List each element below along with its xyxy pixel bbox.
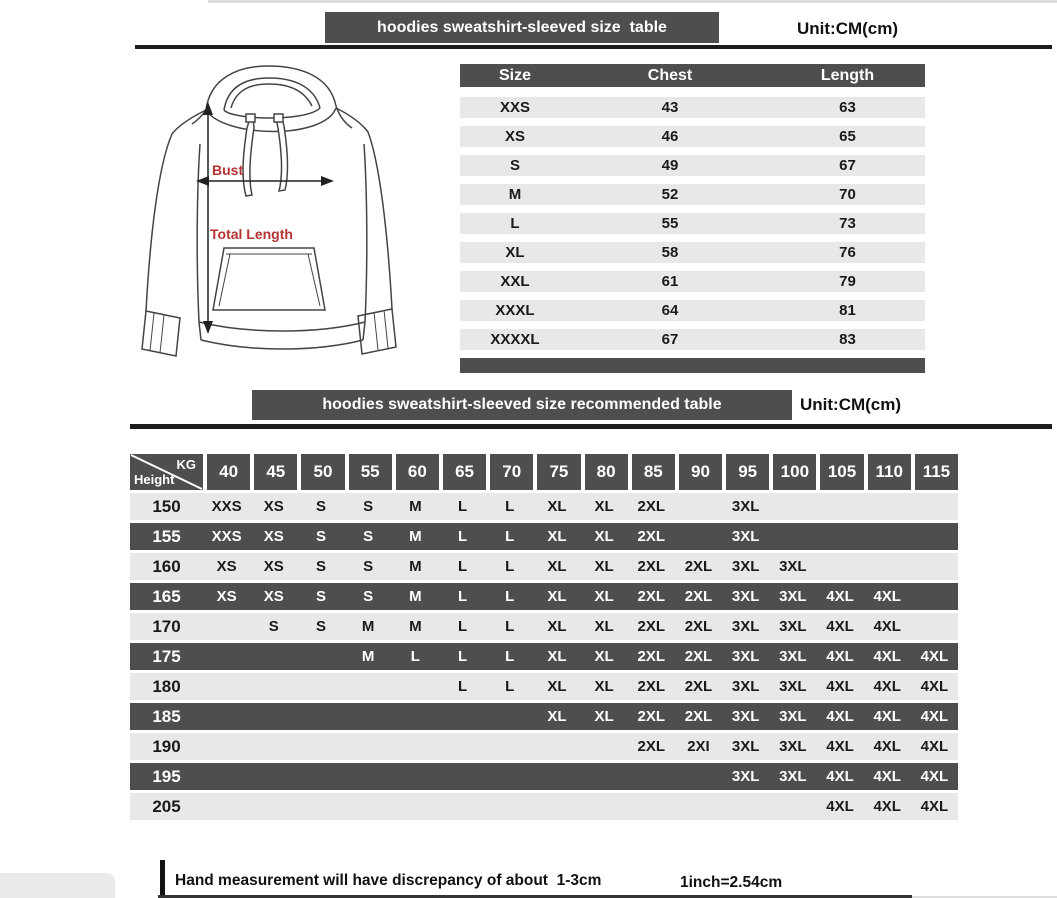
size-cell <box>297 733 344 760</box>
size-cell <box>533 763 580 790</box>
height-label-cell: 195 <box>152 767 181 786</box>
size-cell: S <box>315 618 326 635</box>
size-cell: 4XL <box>873 768 901 785</box>
weight-header-cell: 95 <box>722 454 769 490</box>
size-cell <box>486 733 533 760</box>
size-table-cell: XS <box>504 128 525 145</box>
size-cell <box>250 763 297 790</box>
size-table-cell: S <box>509 157 520 174</box>
size-cell: 3XL <box>779 678 807 695</box>
size-table-title-text: hoodies sweatshirt-sleeved size table <box>377 18 667 36</box>
size-cell <box>345 703 392 730</box>
size-table-cell: 64 <box>661 302 679 319</box>
section-divider <box>135 45 1052 49</box>
recommended-size-matrix <box>130 454 958 820</box>
weight-header-cell: 70 <box>486 454 533 490</box>
size-cell: S <box>268 618 279 635</box>
size-cell: XS <box>263 588 284 605</box>
size-cell: 4XL <box>826 708 854 725</box>
size-table-header <box>460 64 925 87</box>
size-cell: 2XL <box>684 558 713 575</box>
size-cell <box>203 733 250 760</box>
size-cell <box>911 523 958 550</box>
size-cell <box>581 793 628 820</box>
size-table-cell: 58 <box>661 244 679 261</box>
size-cell: 4XL <box>873 738 901 755</box>
size-cell: 3XL <box>779 588 807 605</box>
size-cell <box>439 703 486 730</box>
size-table-cell: 46 <box>661 128 679 145</box>
height-label-cell: 170 <box>152 617 181 636</box>
size-cell <box>392 673 439 700</box>
size-table-cell: 63 <box>839 99 856 116</box>
matrix-row <box>130 613 958 640</box>
size-cell: XL <box>547 678 567 695</box>
inch-conversion-note: 1inch=2.54cm <box>680 874 783 891</box>
size-cell: M <box>409 528 422 545</box>
size-cell: 3XL <box>731 678 760 695</box>
matrix-row <box>130 703 958 730</box>
size-cell <box>769 793 816 820</box>
size-table-cell: 81 <box>839 302 856 319</box>
size-cell: XL <box>594 498 614 515</box>
size-cell: 4XL <box>920 648 949 665</box>
size-cell: XL <box>547 558 567 575</box>
size-cell <box>297 703 344 730</box>
size-table-cell: 73 <box>839 215 856 232</box>
size-cell: XXS <box>211 498 242 515</box>
size-cell: XL <box>547 528 567 545</box>
size-cell: XL <box>594 528 614 545</box>
size-table-row <box>460 184 925 205</box>
size-cell: 3XL <box>731 528 760 545</box>
size-cell <box>392 703 439 730</box>
bust-label: Bust <box>212 162 244 178</box>
size-cell: 4XL <box>826 618 854 635</box>
size-cell <box>250 733 297 760</box>
size-cell: 3XL <box>731 738 760 755</box>
hoodie-line-art <box>128 58 463 383</box>
size-cell: XL <box>594 588 614 605</box>
size-cell: L <box>457 648 468 665</box>
size-cell <box>203 673 250 700</box>
size-cell: 3XL <box>779 708 807 725</box>
size-cell: XL <box>547 618 567 635</box>
size-cell: L <box>505 528 515 545</box>
size-cell <box>203 763 250 790</box>
size-table-row <box>460 271 925 292</box>
size-cell <box>911 553 958 580</box>
size-cell <box>203 613 250 640</box>
size-cell: XL <box>547 498 567 515</box>
size-table-row <box>460 213 925 234</box>
height-label-cell: 175 <box>152 647 181 666</box>
size-cell: S <box>363 528 374 545</box>
size-table-cell: 43 <box>661 99 679 116</box>
top-divider <box>208 0 1057 3</box>
note-accent-bar <box>160 860 165 897</box>
size-cell: 4XL <box>873 588 901 605</box>
size-cell: 4XL <box>826 798 854 815</box>
size-cell <box>533 733 580 760</box>
size-cell: 4XL <box>873 648 901 665</box>
unit-label-top: Unit:CM(cm) <box>797 19 899 38</box>
size-cell: 2XL <box>637 708 666 725</box>
total-length-label: Total Length <box>210 226 293 242</box>
size-table-row <box>460 126 925 147</box>
size-cell: XS <box>263 498 284 515</box>
size-cell: M <box>409 498 422 515</box>
size-cell <box>297 673 344 700</box>
height-label-cell: 165 <box>152 587 181 606</box>
size-cell: 2XL <box>637 618 666 635</box>
size-cell <box>675 493 722 520</box>
size-cell: M <box>361 648 375 665</box>
matrix-row <box>130 673 958 700</box>
size-cell: 4XL <box>826 738 854 755</box>
size-cell: L <box>457 558 468 575</box>
size-cell <box>486 793 533 820</box>
size-cell <box>675 763 722 790</box>
size-cell: S <box>363 498 374 515</box>
size-cell: L <box>410 648 420 665</box>
size-cell: 4XL <box>920 708 949 725</box>
size-cell <box>864 493 911 520</box>
size-cell <box>297 763 344 790</box>
size-cell <box>392 793 439 820</box>
size-table-row <box>460 242 925 263</box>
size-cell: 4XL <box>826 588 854 605</box>
weight-header-cell: 90 <box>675 454 722 490</box>
size-table-cell: 55 <box>661 215 679 232</box>
size-cell <box>722 793 769 820</box>
size-cell <box>911 493 958 520</box>
size-cell <box>816 553 863 580</box>
matrix-corner-cell <box>130 454 203 490</box>
size-cell <box>628 793 675 820</box>
size-cell <box>439 793 486 820</box>
matrix-row <box>130 523 958 550</box>
size-cell: XL <box>594 678 614 695</box>
hoodie-measurement-diagram <box>128 58 463 383</box>
weight-header-cell: 60 <box>392 454 439 490</box>
size-cell: 2XL <box>637 528 666 545</box>
size-cell: L <box>457 618 468 635</box>
size-cell: 4XL <box>826 648 854 665</box>
weight-header-cell: 105 <box>816 454 863 490</box>
size-cell <box>345 763 392 790</box>
section-divider-2 <box>130 424 1052 429</box>
col-header-chest: Chest <box>647 67 693 84</box>
size-cell: S <box>315 498 326 515</box>
recommended-table-title <box>252 390 792 420</box>
size-cell: L <box>457 498 468 515</box>
size-cell <box>864 553 911 580</box>
size-cell: 4XL <box>920 798 949 815</box>
weight-header-cell: 85 <box>628 454 675 490</box>
size-table-cell: XXL <box>500 273 530 290</box>
size-cell: XS <box>263 558 284 575</box>
size-cell: XL <box>594 558 614 575</box>
size-cell: 2XL <box>637 558 666 575</box>
height-label-cell: 180 <box>152 677 181 696</box>
size-cell <box>911 613 958 640</box>
size-cell <box>816 493 863 520</box>
size-table-cell: XXS <box>499 99 530 116</box>
size-cell <box>675 793 722 820</box>
matrix-row <box>130 733 958 760</box>
matrix-row <box>130 643 958 670</box>
size-cell: 2XL <box>684 648 713 665</box>
size-cell: XL <box>547 648 567 665</box>
matrix-row <box>130 793 958 820</box>
size-cell <box>250 703 297 730</box>
size-cell: XXS <box>211 528 242 545</box>
size-cell <box>250 673 297 700</box>
matrix-row <box>130 583 958 610</box>
size-cell <box>203 703 250 730</box>
weight-header-cell: 75 <box>533 454 580 490</box>
size-cell: L <box>505 498 515 515</box>
weight-header-cell: 50 <box>297 454 344 490</box>
size-cell <box>864 523 911 550</box>
size-cell: XS <box>216 558 237 575</box>
size-cell: L <box>505 588 515 605</box>
size-cell: XL <box>594 648 614 665</box>
size-cell <box>392 763 439 790</box>
size-cell: 4XL <box>873 678 901 695</box>
size-cell <box>486 763 533 790</box>
size-cell: 2XL <box>684 588 713 605</box>
size-cell: 4XL <box>826 678 854 695</box>
size-cell <box>675 523 722 550</box>
matrix-row <box>130 763 958 790</box>
measurement-note: Hand measurement will have discrepancy of about 1-3cm <box>175 872 602 889</box>
size-cell: XS <box>216 588 237 605</box>
size-cell: 3XL <box>779 618 807 635</box>
matrix-body <box>130 493 958 820</box>
size-cell: L <box>457 528 468 545</box>
size-cell: L <box>505 678 515 695</box>
weight-header-cell: 115 <box>911 454 958 490</box>
size-table-row <box>460 155 925 176</box>
size-cell: 3XL <box>731 768 760 785</box>
weight-header-cell: 110 <box>864 454 911 490</box>
size-cell <box>392 733 439 760</box>
height-label-cell: 205 <box>152 797 181 816</box>
size-cell: S <box>315 528 326 545</box>
size-cell: 4XL <box>873 798 901 815</box>
height-label-cell: 155 <box>152 527 181 546</box>
size-table-cell: 49 <box>661 157 679 174</box>
size-table-cell: XXXXL <box>490 331 540 348</box>
size-cell: 4XL <box>873 618 901 635</box>
size-cell: XL <box>547 708 567 725</box>
size-table-cell: 65 <box>839 128 856 145</box>
size-cell: L <box>505 618 515 635</box>
size-cell <box>769 523 816 550</box>
size-cell: 3XL <box>731 618 760 635</box>
size-cell: 2XL <box>637 738 666 755</box>
size-table-row <box>460 329 925 350</box>
matrix-row <box>130 493 958 520</box>
size-cell <box>911 583 958 610</box>
height-label-cell: 185 <box>152 707 181 726</box>
size-table-cell: L <box>510 215 520 232</box>
size-cell: M <box>361 618 375 635</box>
size-table-cell: M <box>508 186 522 203</box>
weight-header-cell: 45 <box>250 454 297 490</box>
size-cell: XL <box>594 708 614 725</box>
size-cell: 3XL <box>779 648 807 665</box>
size-cell <box>769 493 816 520</box>
size-table-cell: XXXL <box>495 302 535 319</box>
weight-header-cell: 65 <box>439 454 486 490</box>
size-table-body <box>460 97 925 350</box>
size-cell: 3XL <box>731 588 760 605</box>
weight-header-cell: 55 <box>345 454 392 490</box>
size-cell: 2XL <box>684 678 713 695</box>
height-label-cell: 160 <box>152 557 181 576</box>
recommended-table-title-text: hoodies sweatshirt-sleeved size recommended table <box>322 396 722 413</box>
size-cell: 4XL <box>920 738 949 755</box>
size-cell: M <box>409 588 422 605</box>
size-cell: 2XL <box>637 498 666 515</box>
size-cell <box>816 523 863 550</box>
size-cell: 3XL <box>731 648 760 665</box>
size-table-cell: 67 <box>839 157 856 174</box>
size-cell: 3XL <box>731 558 760 575</box>
size-cell <box>203 793 250 820</box>
size-cell: 4XL <box>920 768 949 785</box>
size-cell: S <box>315 588 326 605</box>
size-cell: XS <box>263 528 284 545</box>
size-table-title <box>325 12 719 43</box>
height-label-cell: 150 <box>152 497 181 516</box>
size-cell <box>581 763 628 790</box>
size-cell: 4XL <box>920 678 949 695</box>
size-cell: M <box>409 558 422 575</box>
corner-height-label: Height <box>134 472 175 487</box>
size-table-cell: 61 <box>661 273 679 290</box>
size-cell: S <box>363 558 374 575</box>
weight-header-cell: 100 <box>769 454 816 490</box>
size-cell <box>486 703 533 730</box>
size-cell: 2XL <box>684 618 713 635</box>
total-length-arrow <box>203 102 213 334</box>
size-table-cell: 70 <box>839 186 856 203</box>
size-cell: 3XL <box>731 708 760 725</box>
height-label-cell: 190 <box>152 737 181 756</box>
size-cell: 4XL <box>873 708 901 725</box>
size-cell <box>203 643 250 670</box>
size-table <box>460 64 925 373</box>
size-cell: L <box>505 558 515 575</box>
size-cell <box>345 733 392 760</box>
weight-header-cell: 80 <box>581 454 628 490</box>
size-cell: S <box>315 558 326 575</box>
size-cell: 3XL <box>779 558 807 575</box>
size-cell <box>581 733 628 760</box>
size-table-cell: 79 <box>839 273 856 290</box>
size-cell: L <box>457 588 468 605</box>
size-cell: 2XL <box>684 708 713 725</box>
matrix-header-row <box>130 454 958 490</box>
col-header-length: Length <box>820 67 875 84</box>
size-cell: XL <box>594 618 614 635</box>
corner-kg-label: KG <box>176 457 196 472</box>
size-table-row <box>460 300 925 321</box>
size-cell <box>250 643 297 670</box>
size-cell: S <box>363 588 374 605</box>
size-cell <box>297 793 344 820</box>
size-cell <box>439 763 486 790</box>
unit-label-recommended: Unit:CM(cm) <box>800 395 902 414</box>
size-cell: 2XL <box>637 678 666 695</box>
matrix-row <box>130 553 958 580</box>
size-table-cell: XL <box>505 244 525 261</box>
size-cell <box>297 643 344 670</box>
size-cell: 2XL <box>637 588 666 605</box>
size-cell: 3XL <box>731 498 760 515</box>
size-cell: L <box>457 678 468 695</box>
size-table-cell: 76 <box>839 244 856 261</box>
size-cell <box>628 763 675 790</box>
size-table-footer-bar <box>460 358 925 373</box>
size-table-cell: 67 <box>661 331 679 348</box>
size-cell <box>533 793 580 820</box>
size-cell: 3XL <box>779 768 807 785</box>
size-cell: L <box>505 648 515 665</box>
col-header-size: Size <box>498 67 531 84</box>
size-cell <box>439 733 486 760</box>
size-cell <box>250 793 297 820</box>
size-cell: XL <box>547 588 567 605</box>
size-cell: 3XL <box>779 738 807 755</box>
size-cell: 2XI <box>687 738 710 755</box>
size-cell <box>345 793 392 820</box>
size-cell: 2XL <box>637 648 666 665</box>
size-table-row <box>460 97 925 118</box>
size-cell: M <box>409 618 422 635</box>
size-cell <box>345 673 392 700</box>
size-table-cell: 83 <box>839 331 856 348</box>
size-table-cell: 52 <box>661 186 679 203</box>
bottom-left-box <box>0 873 115 898</box>
size-cell: 4XL <box>826 768 854 785</box>
weight-header-cell: 40 <box>203 454 250 490</box>
